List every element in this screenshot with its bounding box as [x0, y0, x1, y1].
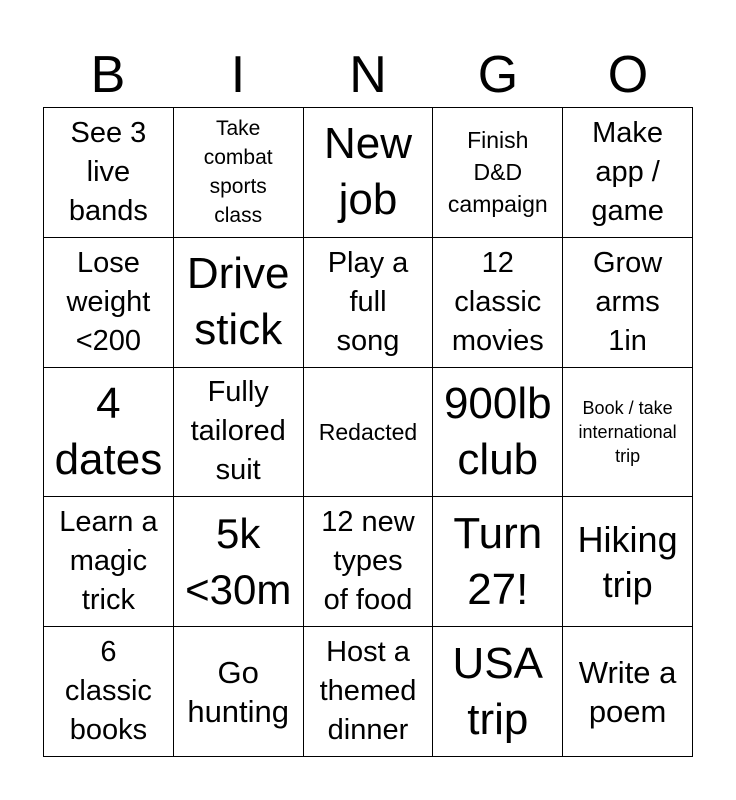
- header-letter-g: G: [477, 46, 519, 104]
- bingo-cell-text: See 3 live bands: [68, 116, 148, 227]
- bingo-cell-text: Play a full song: [327, 246, 409, 357]
- bingo-cell[interactable]: [44, 108, 174, 238]
- bingo-cell[interactable]: [433, 368, 563, 498]
- bingo-cell-text: Finish D&D campaign: [447, 127, 548, 218]
- bingo-cell[interactable]: [44, 497, 174, 627]
- bingo-cell[interactable]: [433, 627, 563, 757]
- bingo-header: [43, 44, 693, 106]
- bingo-cell[interactable]: [174, 238, 304, 368]
- bingo-cell[interactable]: [304, 627, 434, 757]
- bingo-cell-text: New job: [323, 119, 412, 225]
- header-letter-b: B: [90, 46, 126, 104]
- bingo-cell[interactable]: [44, 368, 174, 498]
- bingo-grid: [43, 107, 693, 757]
- bingo-cell[interactable]: [174, 497, 304, 627]
- bingo-cell-text: 6 classic books: [64, 636, 152, 747]
- header-letter-n: N: [349, 46, 387, 104]
- bingo-cell[interactable]: [174, 627, 304, 757]
- bingo-cell-text: Write a poem: [578, 654, 677, 729]
- bingo-cell-text: 12 new types of food: [321, 506, 415, 617]
- bingo-cell-text: Book / take international trip: [578, 397, 677, 466]
- bingo-cell[interactable]: [304, 368, 434, 498]
- bingo-cell-text: Host a themed dinner: [319, 636, 417, 747]
- bingo-cell[interactable]: [563, 238, 693, 368]
- bingo-cell-text: Turn 27!: [453, 508, 543, 614]
- bingo-cell-text: Fully tailored suit: [190, 376, 286, 487]
- header-letter-o: O: [607, 46, 649, 104]
- bingo-cell-text: Hiking trip: [577, 518, 678, 605]
- bingo-cell-text: Learn a magic trick: [59, 506, 158, 617]
- bingo-cell-text: Redacted: [318, 418, 418, 445]
- bingo-cell-text: Go hunting: [187, 654, 290, 729]
- bingo-cell-text: Drive stick: [186, 249, 290, 355]
- bingo-cell-text: Make app / game: [591, 116, 664, 227]
- bingo-cell-text: Lose weight <200: [66, 246, 151, 357]
- bingo-cell[interactable]: [304, 497, 434, 627]
- bingo-cell-text: USA trip: [452, 638, 544, 744]
- bingo-cell-text: 900lb club: [443, 378, 552, 484]
- bingo-cell-text: Grow arms 1in: [592, 246, 663, 357]
- bingo-cell[interactable]: [433, 108, 563, 238]
- bingo-cell[interactable]: [563, 627, 693, 757]
- bingo-cell[interactable]: [174, 108, 304, 238]
- bingo-cell[interactable]: [563, 368, 693, 498]
- bingo-cell[interactable]: [563, 497, 693, 627]
- bingo-cell[interactable]: [44, 627, 174, 757]
- bingo-cell[interactable]: [44, 238, 174, 368]
- bingo-cell[interactable]: [563, 108, 693, 238]
- bingo-cell[interactable]: [433, 497, 563, 627]
- bingo-cell-text: 12 classic movies: [451, 246, 544, 357]
- bingo-cell[interactable]: [433, 238, 563, 368]
- bingo-cell-text: Take combat sports class: [203, 117, 273, 228]
- header-letter-i: I: [230, 46, 246, 104]
- bingo-cell-text: 5k <30m: [185, 509, 292, 613]
- bingo-cell[interactable]: [304, 108, 434, 238]
- bingo-cell-text: 4 dates: [54, 378, 163, 484]
- bingo-cell[interactable]: [304, 238, 434, 368]
- bingo-cell[interactable]: [174, 368, 304, 498]
